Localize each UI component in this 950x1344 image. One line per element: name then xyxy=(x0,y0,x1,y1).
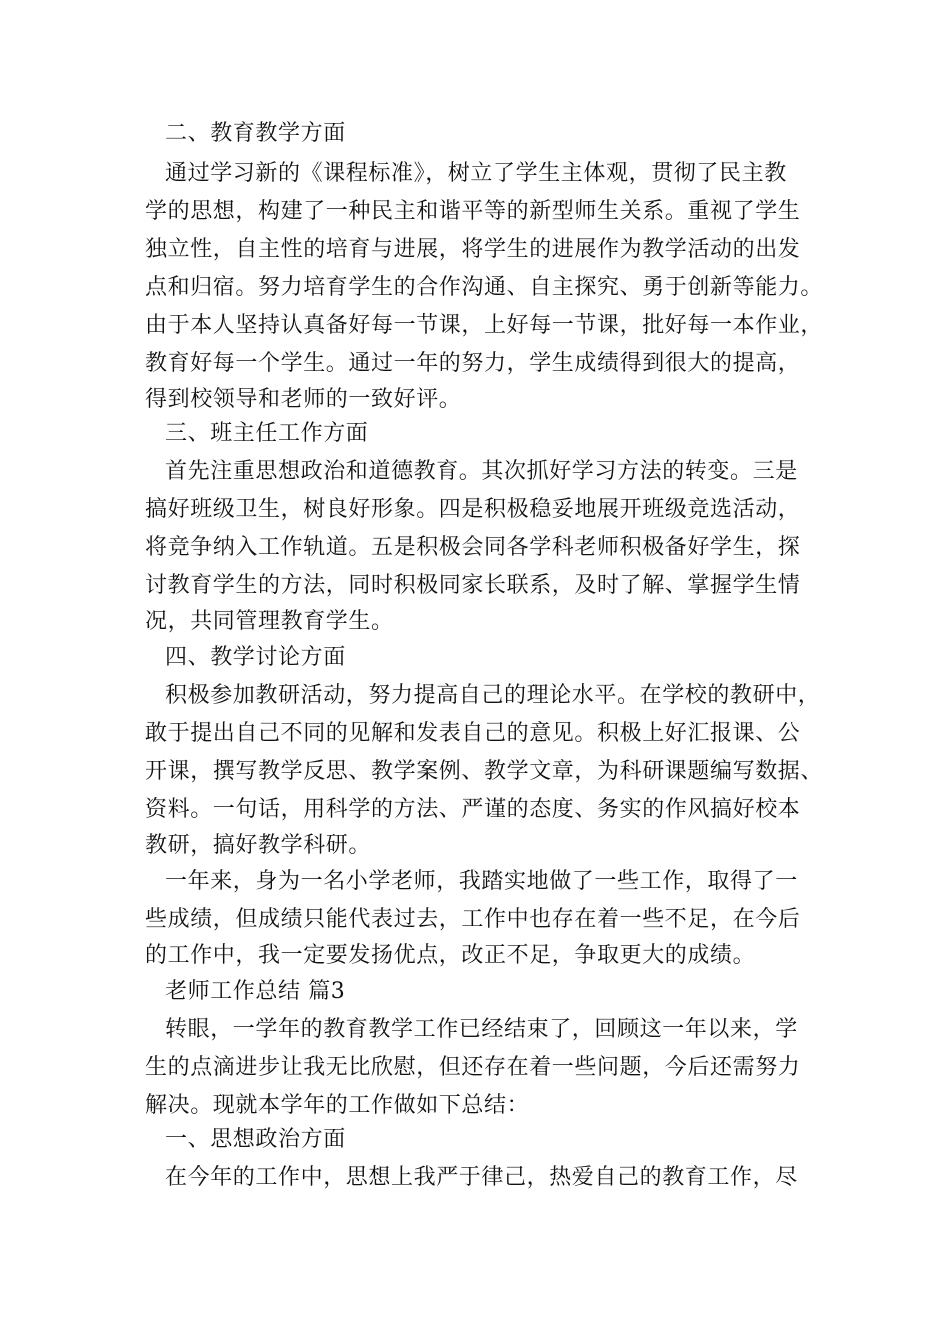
section-heading-class-teacher: 三、班主任工作方面 xyxy=(165,421,369,446)
paragraph-line: 资料。一句话，用科学的方法、严谨的态度、务实的作风搞好校本 xyxy=(145,797,801,822)
paragraph-line: 教育好每一个学生。通过一年的努力，学生成绩得到很大的提高， xyxy=(145,351,801,376)
paragraph-line: 解决。现就本学年的工作做如下总结： xyxy=(145,1093,530,1118)
paragraph-line: 将竞争纳入工作轨道。五是积极会同各学科老师积极备好学生，探 xyxy=(145,535,801,560)
paragraph-line: 首先注重思想政治和道德教育。其次抓好学习方法的转变。三是 xyxy=(165,459,798,484)
paragraph-line: 得到校领导和老师的一致好评。 xyxy=(145,387,462,412)
paragraph-line: 搞好班级卫生，树良好形象。四是积极稳妥地展开班级竞选活动， xyxy=(145,497,801,522)
paragraph-line: 讨教育学生的方法，同时积极同家长联系，及时了解、掌握学生情 xyxy=(145,573,801,598)
paragraph-line: 敢于提出自己不同的见解和发表自己的意见。积极上好汇报课、公 xyxy=(145,721,801,746)
paragraph-line: 转眼，一学年的教育教学工作已经结束了，回顾这一年以来，学 xyxy=(165,1017,798,1042)
paragraph-line: 开课，撰写教学反思、教学案例、教学文章，为科研课题编写数据、 xyxy=(145,759,824,784)
paragraph-line: 一年来，身为一名小学老师，我踏实地做了一些工作，取得了一 xyxy=(165,869,798,894)
paragraph-line: 积极参加教研活动，努力提高自己的理论水平。在学校的教研中， xyxy=(165,683,821,708)
section-heading-politics: 一、思想政治方面 xyxy=(165,1127,346,1152)
section-heading-teaching: 二、教育教学方面 xyxy=(165,121,346,146)
paragraph-line: 通过学习新的《课程标准》，树立了学生主体观，贯彻了民主教 xyxy=(165,161,787,186)
paragraph-line: 学的思想，构建了一种民主和谐平等的新型师生关系。重视了学生 xyxy=(145,199,801,224)
paragraph-line: 况，共同管理教育学生。 xyxy=(145,609,394,634)
paragraph-line: 点和归宿。努力培育学生的合作沟通、自主探究、勇于创新等能力。 xyxy=(145,275,824,300)
paragraph-line: 生的点滴进步让我无比欣慰，但还存在着一些问题，今后还需努力 xyxy=(145,1055,801,1080)
paragraph-line: 教研，搞好教学科研。 xyxy=(145,833,372,858)
paragraph-line: 在今年的工作中，思想上我严于律己，热爱自己的教育工作，尽 xyxy=(165,1165,798,1190)
article-title: 老师工作总结 篇3 xyxy=(165,979,346,1004)
paragraph-line: 的工作中，我一定要发扬优点，改正不足，争取更大的成绩。 xyxy=(145,943,756,968)
section-heading-research: 四、教学讨论方面 xyxy=(165,645,346,670)
paragraph-line: 独立性，自主性的培育与进展，将学生的进展作为教学活动的出发 xyxy=(145,237,801,262)
paragraph-line: 些成绩，但成绩只能代表过去，工作中也存在着一些不足，在今后 xyxy=(145,907,801,932)
paragraph-line: 由于本人坚持认真备好每一节课，上好每一节课，批好每一本作业， xyxy=(145,313,824,338)
